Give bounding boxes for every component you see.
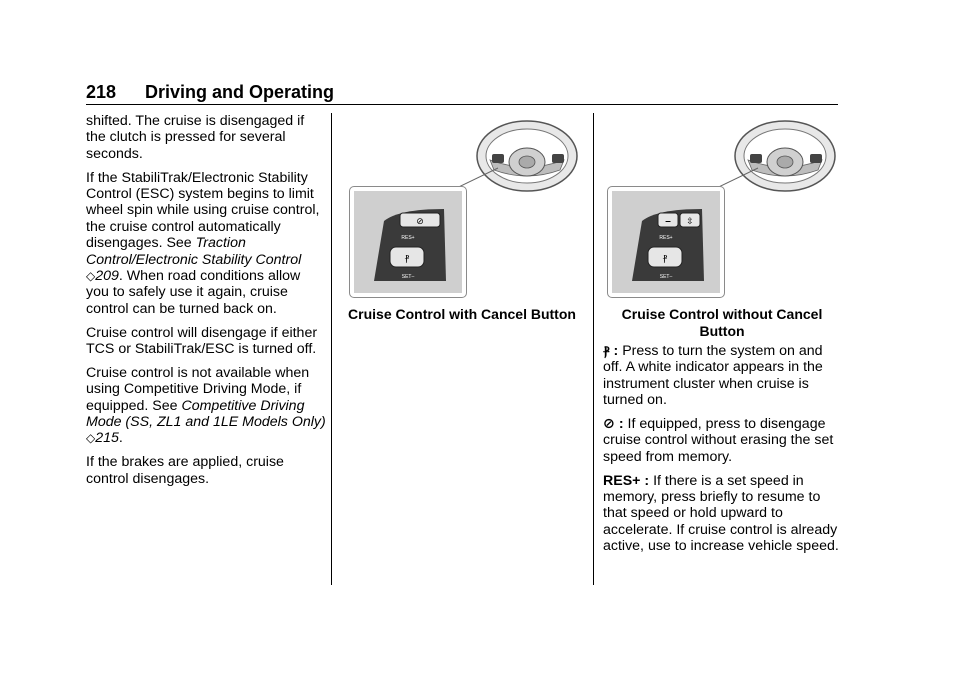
cruise-on-icon: ⳁ: [662, 253, 668, 264]
page-number: 218: [86, 82, 117, 102]
section-title: Driving and Operating: [145, 82, 335, 102]
reference-arrow-icon: ◇: [86, 431, 96, 446]
column-divider-1: [331, 113, 332, 585]
text-column-1: [86, 113, 326, 494]
cruise-on-icon: ⳁ: [603, 343, 610, 359]
set-label: SET–: [401, 274, 415, 280]
paragraph-esc: If the StabiliTrak/Electronic Stability Control (ESC) system begins to limit wheel spin while using cruise control, the cruise control automatically disengages. See Traction Control/Electronic Stability Control ◇209. When road conditions allow you to safely use it again, cruise control can be turned back on.: [86, 169, 320, 317]
following-gap-icon: ⇳: [686, 217, 694, 227]
res-label: RES+: [659, 235, 673, 241]
paragraph-brakes: If the brakes are applied, cruise control disengages.: [86, 454, 284, 487]
cross-reference-competitive[interactable]: Competitive Driving Mode (SS, ZL1 and 1LE Models Only): [86, 397, 326, 431]
figure-caption-without-cancel: Cruise Control without Cancel Button: [621, 306, 823, 339]
cancel-icon: ⊘: [603, 416, 615, 433]
cruise-switch-illustration: [354, 191, 462, 293]
reference-page[interactable]: 215: [95, 430, 119, 447]
cancel-icon: ⊘: [416, 217, 424, 227]
paragraph-tcs: Cruise control will disengage if either TCS or StabiliTrak/ESC is turned off.: [86, 324, 318, 358]
reference-page[interactable]: 209: [95, 268, 119, 285]
paragraph-res: RES+ : If there is a set speed in memory, press briefly to resume to that speed or hold upward to accelerate. If cruise control is already active, use to increase vehicle speed.: [603, 472, 839, 555]
cross-reference-traction[interactable]: Traction Control/Electronic Stability Control: [86, 235, 302, 268]
text-column-3: [603, 343, 843, 562]
paragraph-cruise-on: ⳁ : Press to turn the system on and off. A white indicator appears in the instrument cluster when cruise is turned on.: [603, 343, 823, 409]
cruise-on-icon: ⳁ: [404, 253, 410, 264]
res-label: RES+ :: [603, 472, 650, 489]
reference-arrow-icon: ◇: [86, 269, 96, 284]
cruise-switch-illustration: [612, 191, 720, 293]
paragraph-cancel: ⊘ : If equipped, press to disengage cruise control without erasing the set speed from memory.: [603, 416, 834, 465]
set-label: SET–: [659, 274, 673, 280]
page-header: [86, 82, 838, 105]
cruise-controls-with-cancel-inset: [349, 186, 467, 298]
figure-caption-with-cancel: Cruise Control with Cancel Button: [348, 306, 576, 322]
paragraph-clutch: shifted. The cruise is disengaged if the clutch is pressed for several seconds.: [86, 113, 305, 162]
column-divider-2: [593, 113, 594, 585]
minus-label: –: [665, 216, 671, 227]
res-label: RES+: [401, 235, 415, 241]
paragraph-competitive: Cruise control is not available when using Competitive Driving Mode, if equipped. See Competitive Driving Mode (SS, ZL1 and 1LE Models Only) ◇215.: [86, 364, 326, 447]
cruise-controls-without-cancel-inset: [607, 186, 725, 298]
